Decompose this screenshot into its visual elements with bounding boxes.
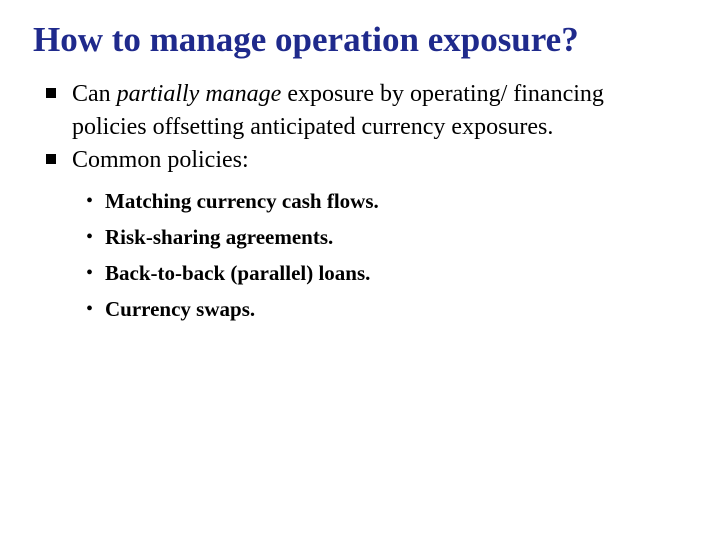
square-bullet-icon [46, 88, 56, 98]
bullet-text-italic: partially manage [116, 81, 282, 107]
dot-bullet-icon: • [86, 190, 94, 212]
policy-item-risk-sharing [72, 219, 684, 255]
policy-item-matching-cash-flows [72, 183, 684, 219]
bullet-list [44, 78, 684, 327]
dot-bullet-icon: • [86, 226, 94, 248]
bullet-text [72, 81, 604, 140]
dot-bullet-icon: • [86, 262, 94, 284]
policy-item-text: Currency swaps. [105, 297, 256, 321]
bullet-text-start: Can [72, 81, 117, 107]
bullet-text: Common policies: [72, 147, 249, 173]
policy-item-text: Back-to-back (parallel) loans. [105, 261, 371, 285]
slide-title: How to manage operation exposure? [33, 20, 579, 59]
policy-item-text: Matching currency cash flows. [105, 189, 379, 213]
policy-item-text: Risk-sharing agreements. [105, 225, 334, 249]
bullet-partially-manage [44, 78, 684, 144]
policy-item-currency-swaps [72, 291, 684, 327]
square-bullet-icon [46, 154, 56, 164]
dot-bullet-icon: • [86, 298, 94, 320]
policy-list [72, 183, 684, 327]
bullet-common-policies [44, 144, 684, 327]
policy-item-back-to-back-loans [72, 255, 684, 291]
bullet-text-end: exposure by operating/ financing policies offsetting anticipated currency exposures. [72, 81, 604, 140]
